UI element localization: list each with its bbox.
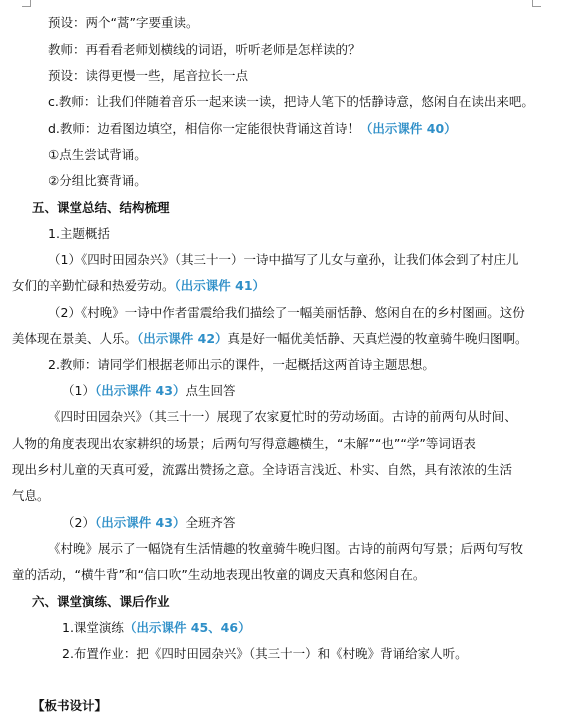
section-heading: 【板书设计】 <box>32 698 108 713</box>
text-segment: 气息。 <box>12 488 50 503</box>
text-segment: 童的活动，“横牛背”和“信口吹”生动地表现出牧童的调皮天真和悠闲自在。 <box>12 567 426 582</box>
text-line <box>12 487 50 505</box>
text-line <box>48 408 517 426</box>
text-line <box>48 146 147 164</box>
text-segment: （2） <box>62 515 95 530</box>
text-line <box>48 225 110 243</box>
text-segment: （2）《村晚》一诗中作者雷震给我们描绘了一幅美丽恬静、悠闲自在的乡村图画。这份 <box>48 305 525 320</box>
text-segment: 真是好一幅优美恬静、天真烂漫的牧童骑牛晚归图啊。 <box>227 331 528 346</box>
text-line <box>12 330 528 348</box>
text-line <box>48 67 248 85</box>
text-line <box>32 697 107 715</box>
courseware-reference: （出示课件 42） <box>137 331 228 346</box>
text-segment: 1.课堂演练 <box>62 620 124 635</box>
text-segment: 2.教师：请同学们根据老师出示的课件，一起概括这两首诗主题思想。 <box>48 357 435 372</box>
text-line <box>12 461 512 479</box>
text-line <box>48 120 457 138</box>
text-segment: 预设：读得更慢一些，尾音拉长一点 <box>48 68 249 83</box>
text-line <box>32 593 170 611</box>
margin-mark-left <box>22 0 31 7</box>
text-line <box>12 566 425 584</box>
text-line <box>62 619 251 637</box>
text-segment: 1.主题概括 <box>48 226 110 241</box>
text-line <box>12 435 476 453</box>
text-segment: 预设：两个“蒿”字要重读。 <box>48 15 199 30</box>
text-segment: d.教师：边看图边填空，相信你一定能很快背诵这首诗！ <box>48 121 360 136</box>
text-segment: 《村晚》展示了一幅饶有生活情趣的牧童骑牛晚归图。古诗的前两句写景；后两句写牧 <box>48 541 524 556</box>
text-segment: ②分组比赛背诵。 <box>48 173 147 188</box>
text-line <box>48 172 147 190</box>
text-segment: 女们的辛勤忙碌和热爱劳动。 <box>12 278 175 293</box>
text-line <box>62 514 235 532</box>
text-line <box>48 41 361 59</box>
courseware-reference: （出示课件 45、46） <box>123 620 251 635</box>
text-segment: ①点生尝试背诵。 <box>48 147 147 162</box>
margin-mark-right <box>532 0 541 7</box>
courseware-reference: （出示课件 41） <box>174 278 266 293</box>
text-line <box>48 304 525 322</box>
text-line <box>48 356 435 374</box>
text-segment: 现出乡村儿童的天真可爱，流露出赞扬之意。全诗语言浅近、朴实、自然，具有浓浓的生活 <box>12 462 513 477</box>
text-line <box>62 645 468 663</box>
text-segment: 美体现在景美、人乐。 <box>12 331 138 346</box>
text-line <box>32 199 170 217</box>
text-line <box>48 14 198 32</box>
courseware-reference: （出示课件 43） <box>94 515 186 530</box>
text-line <box>48 540 523 558</box>
text-line <box>12 277 265 295</box>
courseware-reference: （出示课件 40） <box>359 121 457 136</box>
text-segment: （1）《四时田园杂兴》（其三十一）一诗中描写了儿女与童孙，让我们体会到了村庄儿 <box>48 252 519 267</box>
text-segment: 教师：再看看老师划横线的词语，听听老师是怎样读的？ <box>48 42 361 57</box>
courseware-reference: （出示课件 43） <box>94 383 186 398</box>
section-heading: 五、课堂总结、结构梳理 <box>32 200 170 215</box>
text-line <box>48 251 518 269</box>
text-segment: 点生回答 <box>185 383 236 398</box>
text-segment: 《四时田园杂兴》（其三十一）展现了农家夏忙时的劳动场面。古诗的前两句从时间、 <box>48 409 517 424</box>
text-line <box>62 382 235 400</box>
text-segment: c.教师：让我们伴随着音乐一起来读一读，把诗人笔下的恬静诗意，悠闲自在读出来吧。 <box>48 94 534 109</box>
section-heading: 六、课堂演练、课后作业 <box>32 594 170 609</box>
text-segment: 人物的角度表现出农家耕织的场景；后两句写得意趣横生，“未解”“也”“学”等词语表 <box>12 436 476 451</box>
text-segment: 2.布置作业：把《四时田园杂兴》（其三十一）和《村晚》背诵给家人听。 <box>62 646 468 661</box>
text-line <box>48 93 534 111</box>
text-segment: 全班齐答 <box>185 515 236 530</box>
text-segment: （1） <box>62 383 95 398</box>
